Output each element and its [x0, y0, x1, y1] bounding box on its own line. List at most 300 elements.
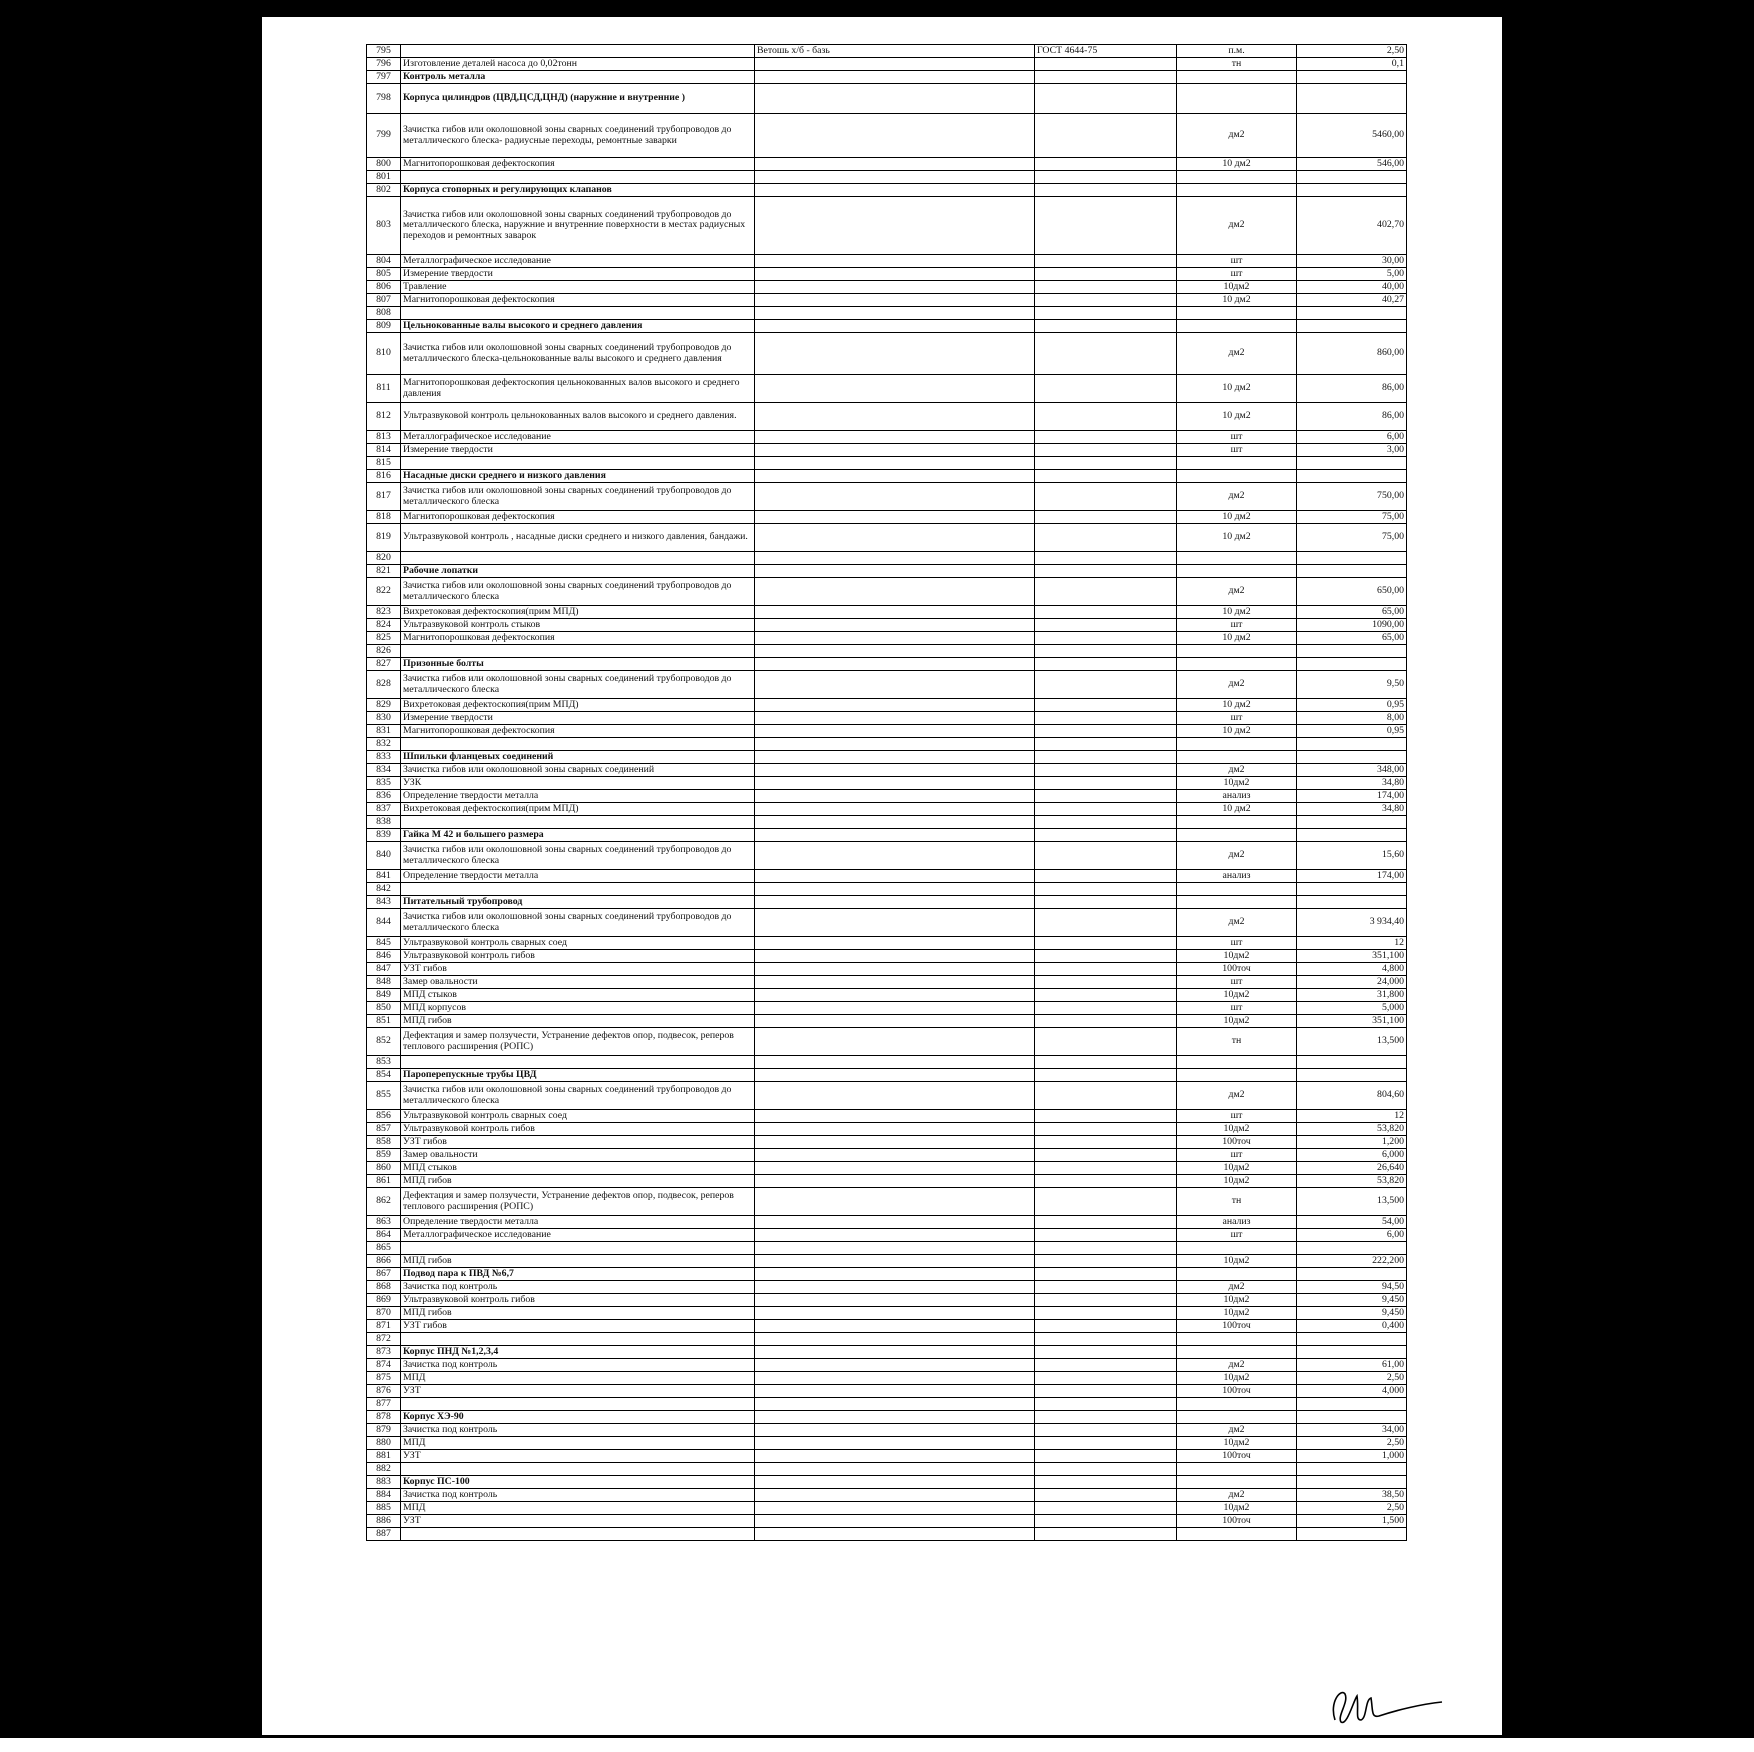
standard-cell	[1035, 1307, 1177, 1320]
material-cell	[755, 1082, 1035, 1110]
quantity-cell: 8,00	[1297, 712, 1407, 725]
unit-cell: дм2	[1177, 764, 1297, 777]
quantity-cell: 650,00	[1297, 578, 1407, 606]
work-name	[401, 552, 755, 565]
table-row	[367, 71, 1407, 84]
unit-cell	[1177, 816, 1297, 829]
unit-cell: шт	[1177, 619, 1297, 632]
unit-cell	[1177, 829, 1297, 842]
standard-cell	[1035, 1463, 1177, 1476]
material-cell	[755, 1123, 1035, 1136]
row-number: 882	[367, 1463, 401, 1476]
work-name: Определение твердости металла	[401, 1216, 755, 1229]
quantity-cell: 860,00	[1297, 333, 1407, 375]
table-row	[367, 937, 1407, 950]
unit-cell: дм2	[1177, 842, 1297, 870]
unit-cell	[1177, 1242, 1297, 1255]
standard-cell	[1035, 842, 1177, 870]
standard-cell	[1035, 803, 1177, 816]
quantity-cell: 6,00	[1297, 1229, 1407, 1242]
unit-cell: 10дм2	[1177, 777, 1297, 790]
row-number: 811	[367, 375, 401, 403]
material-cell	[755, 470, 1035, 483]
standard-cell	[1035, 671, 1177, 699]
table-row	[367, 790, 1407, 803]
material-cell	[755, 712, 1035, 725]
quantity-cell	[1297, 1463, 1407, 1476]
table-row	[367, 1188, 1407, 1216]
unit-cell	[1177, 171, 1297, 184]
material-cell	[755, 1333, 1035, 1346]
unit-cell	[1177, 320, 1297, 333]
quantity-cell: 6,00	[1297, 431, 1407, 444]
table-row	[367, 883, 1407, 896]
work-name: Ультразвуковой контроль , насадные диски среднего и низкого давления, бандажи.	[401, 524, 755, 552]
material-cell	[755, 457, 1035, 470]
standard-cell	[1035, 950, 1177, 963]
table-row	[367, 470, 1407, 483]
work-name: Зачистка под контроль	[401, 1281, 755, 1294]
quantity-cell	[1297, 1411, 1407, 1424]
row-number: 822	[367, 578, 401, 606]
work-name	[401, 883, 755, 896]
standard-cell	[1035, 58, 1177, 71]
row-number: 813	[367, 431, 401, 444]
unit-cell: дм2	[1177, 197, 1297, 255]
work-name: Питательный трубопровод	[401, 896, 755, 909]
unit-cell: дм2	[1177, 909, 1297, 937]
row-number: 809	[367, 320, 401, 333]
quantity-cell	[1297, 1476, 1407, 1489]
row-number: 844	[367, 909, 401, 937]
row-number: 859	[367, 1149, 401, 1162]
standard-cell	[1035, 1489, 1177, 1502]
work-name: Зачистка под контроль	[401, 1424, 755, 1437]
work-name: Магнитопорошковая дефектоскопия	[401, 725, 755, 738]
table-row	[367, 1515, 1407, 1528]
material-cell	[755, 1149, 1035, 1162]
unit-cell: 10дм2	[1177, 281, 1297, 294]
material-cell	[755, 738, 1035, 751]
unit-cell: шт	[1177, 431, 1297, 444]
work-name: Ультразвуковой контроль гибов	[401, 950, 755, 963]
table-row	[367, 1175, 1407, 1188]
standard-cell	[1035, 606, 1177, 619]
standard-cell	[1035, 1082, 1177, 1110]
work-name: Дефектация и замер ползучести, Устранение дефектов опор, подвесок, реперов теплового расширения (РОПС)	[401, 1028, 755, 1056]
table-row	[367, 294, 1407, 307]
standard-cell	[1035, 307, 1177, 320]
quantity-cell: 174,00	[1297, 790, 1407, 803]
standard-cell	[1035, 1424, 1177, 1437]
table-row	[367, 658, 1407, 671]
material-cell	[755, 1307, 1035, 1320]
work-name: Ультразвуковой контроль гибов	[401, 1294, 755, 1307]
quantity-cell: 12	[1297, 937, 1407, 950]
material-cell	[755, 896, 1035, 909]
material-cell	[755, 1372, 1035, 1385]
standard-cell	[1035, 1294, 1177, 1307]
standard-cell	[1035, 578, 1177, 606]
quantity-cell: 1090,00	[1297, 619, 1407, 632]
unit-cell	[1177, 1069, 1297, 1082]
work-name: Насадные диски среднего и низкого давления	[401, 470, 755, 483]
work-name: Зачистка гибов или околошовной зоны сварных соединений трубопроводов до металлического блеска	[401, 909, 755, 937]
table-row	[367, 375, 1407, 403]
quantity-cell: 5,000	[1297, 1002, 1407, 1015]
work-name	[401, 1333, 755, 1346]
row-number: 808	[367, 307, 401, 320]
work-name: Контроль металла	[401, 71, 755, 84]
unit-cell: 10 дм2	[1177, 375, 1297, 403]
material-cell	[755, 777, 1035, 790]
quantity-cell	[1297, 320, 1407, 333]
row-number: 839	[367, 829, 401, 842]
work-name: Определение твердости металла	[401, 790, 755, 803]
unit-cell: 10 дм2	[1177, 725, 1297, 738]
quantity-cell	[1297, 1242, 1407, 1255]
standard-cell	[1035, 375, 1177, 403]
quantity-cell	[1297, 1268, 1407, 1281]
table-row	[367, 1476, 1407, 1489]
unit-cell: дм2	[1177, 114, 1297, 158]
quantity-cell: 804,60	[1297, 1082, 1407, 1110]
unit-cell: 10дм2	[1177, 1502, 1297, 1515]
row-number: 824	[367, 619, 401, 632]
material-cell	[755, 1502, 1035, 1515]
row-number: 887	[367, 1528, 401, 1541]
standard-cell	[1035, 1056, 1177, 1069]
table-row	[367, 84, 1407, 114]
work-name: МПД корпусов	[401, 1002, 755, 1015]
unit-cell: анализ	[1177, 870, 1297, 883]
work-name: Зачистка гибов или околошовной зоны сварных соединений	[401, 764, 755, 777]
standard-cell	[1035, 431, 1177, 444]
table-row	[367, 1385, 1407, 1398]
unit-cell: 100точ	[1177, 963, 1297, 976]
row-number: 885	[367, 1502, 401, 1515]
material-cell	[755, 431, 1035, 444]
row-number: 800	[367, 158, 401, 171]
material-cell	[755, 1002, 1035, 1015]
table-row	[367, 777, 1407, 790]
table-row	[367, 281, 1407, 294]
table-row	[367, 803, 1407, 816]
quantity-cell: 24,000	[1297, 976, 1407, 989]
quantity-cell: 13,500	[1297, 1188, 1407, 1216]
standard-cell	[1035, 524, 1177, 552]
material-cell	[755, 1242, 1035, 1255]
row-number: 818	[367, 511, 401, 524]
table-row	[367, 870, 1407, 883]
unit-cell: 100точ	[1177, 1450, 1297, 1463]
quantity-cell	[1297, 184, 1407, 197]
quantity-cell	[1297, 816, 1407, 829]
work-name: Корпус ПНД №1,2,3,4	[401, 1346, 755, 1359]
work-name: Магнитопорошковая дефектоскопия	[401, 511, 755, 524]
quantity-cell	[1297, 84, 1407, 114]
work-name: Подвод пара к ПВД №6,7	[401, 1268, 755, 1281]
unit-cell	[1177, 1268, 1297, 1281]
standard-cell	[1035, 1385, 1177, 1398]
material-cell	[755, 320, 1035, 333]
standard-cell	[1035, 171, 1177, 184]
standard-cell	[1035, 1502, 1177, 1515]
quantity-cell	[1297, 470, 1407, 483]
work-name: УЗТ гибов	[401, 1136, 755, 1149]
work-name	[401, 1398, 755, 1411]
unit-cell: анализ	[1177, 790, 1297, 803]
unit-cell	[1177, 645, 1297, 658]
row-number: 820	[367, 552, 401, 565]
row-number: 875	[367, 1372, 401, 1385]
standard-cell	[1035, 870, 1177, 883]
material-cell	[755, 1489, 1035, 1502]
table-row	[367, 1123, 1407, 1136]
table-row	[367, 457, 1407, 470]
unit-cell: дм2	[1177, 1082, 1297, 1110]
unit-cell	[1177, 457, 1297, 470]
signature-image	[1327, 1682, 1447, 1727]
table-row	[367, 950, 1407, 963]
row-number: 795	[367, 45, 401, 58]
standard-cell	[1035, 937, 1177, 950]
row-number: 842	[367, 883, 401, 896]
material-cell	[755, 937, 1035, 950]
work-name	[401, 45, 755, 58]
row-number: 835	[367, 777, 401, 790]
standard-cell	[1035, 1069, 1177, 1082]
unit-cell: дм2	[1177, 333, 1297, 375]
table-row	[367, 1294, 1407, 1307]
quantity-cell: 0,95	[1297, 699, 1407, 712]
table-row	[367, 1333, 1407, 1346]
standard-cell	[1035, 511, 1177, 524]
work-name: МПД	[401, 1502, 755, 1515]
row-number: 805	[367, 268, 401, 281]
table-row	[367, 431, 1407, 444]
standard-cell	[1035, 158, 1177, 171]
unit-cell: дм2	[1177, 1489, 1297, 1502]
work-name: Вихретоковая дефектоскопия(прим МПД)	[401, 803, 755, 816]
row-number: 871	[367, 1320, 401, 1333]
work-name: Гайка М 42 и большего размера	[401, 829, 755, 842]
table-row	[367, 158, 1407, 171]
standard-cell	[1035, 1162, 1177, 1175]
unit-cell	[1177, 883, 1297, 896]
row-number: 831	[367, 725, 401, 738]
material-cell	[755, 1255, 1035, 1268]
work-name	[401, 457, 755, 470]
unit-cell: дм2	[1177, 578, 1297, 606]
material-cell	[755, 751, 1035, 764]
row-number: 852	[367, 1028, 401, 1056]
material-cell	[755, 699, 1035, 712]
table-row	[367, 58, 1407, 71]
unit-cell: шт	[1177, 1229, 1297, 1242]
table-row	[367, 632, 1407, 645]
table-row	[367, 184, 1407, 197]
quantity-cell: 12	[1297, 1110, 1407, 1123]
quantity-cell: 6,000	[1297, 1149, 1407, 1162]
table-row	[367, 524, 1407, 552]
work-name: МПД стыков	[401, 1162, 755, 1175]
material-cell	[755, 1229, 1035, 1242]
standard-cell	[1035, 1216, 1177, 1229]
quantity-cell: 9,450	[1297, 1294, 1407, 1307]
unit-cell: 10дм2	[1177, 1307, 1297, 1320]
work-name: Шпильки фланцевых соединений	[401, 751, 755, 764]
standard-cell	[1035, 976, 1177, 989]
standard-cell	[1035, 699, 1177, 712]
work-name	[401, 307, 755, 320]
material-cell	[755, 1162, 1035, 1175]
standard-cell	[1035, 658, 1177, 671]
quantity-cell: 1,500	[1297, 1515, 1407, 1528]
quantity-cell: 9,450	[1297, 1307, 1407, 1320]
row-number: 815	[367, 457, 401, 470]
quantity-cell: 3,00	[1297, 444, 1407, 457]
table-row	[367, 1502, 1407, 1515]
unit-cell: 10дм2	[1177, 950, 1297, 963]
standard-cell	[1035, 632, 1177, 645]
material-cell	[755, 1136, 1035, 1149]
row-number: 854	[367, 1069, 401, 1082]
row-number: 834	[367, 764, 401, 777]
unit-cell	[1177, 184, 1297, 197]
table-row	[367, 699, 1407, 712]
row-number: 801	[367, 171, 401, 184]
row-number: 862	[367, 1188, 401, 1216]
work-name	[401, 171, 755, 184]
quantity-cell: 222,200	[1297, 1255, 1407, 1268]
standard-cell	[1035, 712, 1177, 725]
standard-cell	[1035, 725, 1177, 738]
quantity-cell: 348,00	[1297, 764, 1407, 777]
material-cell	[755, 803, 1035, 816]
table-row	[367, 963, 1407, 976]
unit-cell: 10 дм2	[1177, 403, 1297, 431]
standard-cell	[1035, 1028, 1177, 1056]
table-body	[367, 45, 1407, 1541]
quantity-cell	[1297, 457, 1407, 470]
table-row	[367, 552, 1407, 565]
work-name: Замер овальности	[401, 976, 755, 989]
table-row	[367, 1069, 1407, 1082]
table-row	[367, 1281, 1407, 1294]
row-number: 836	[367, 790, 401, 803]
standard-cell	[1035, 1359, 1177, 1372]
row-number: 868	[367, 1281, 401, 1294]
unit-cell: дм2	[1177, 1424, 1297, 1437]
row-number: 817	[367, 483, 401, 511]
standard-cell	[1035, 1476, 1177, 1489]
row-number: 857	[367, 1123, 401, 1136]
material-cell	[755, 1294, 1035, 1307]
row-number: 806	[367, 281, 401, 294]
quantity-cell: 2,50	[1297, 1372, 1407, 1385]
material-cell	[755, 171, 1035, 184]
quantity-cell: 86,00	[1297, 403, 1407, 431]
row-number: 870	[367, 1307, 401, 1320]
table-row	[367, 671, 1407, 699]
row-number: 833	[367, 751, 401, 764]
table-row	[367, 738, 1407, 751]
row-number: 810	[367, 333, 401, 375]
row-number: 877	[367, 1398, 401, 1411]
table-row	[367, 1229, 1407, 1242]
table-row	[367, 1136, 1407, 1149]
table-row	[367, 1359, 1407, 1372]
unit-cell: 10дм2	[1177, 1175, 1297, 1188]
material-cell	[755, 524, 1035, 552]
table-row	[367, 619, 1407, 632]
material-cell	[755, 1450, 1035, 1463]
table-row	[367, 578, 1407, 606]
standard-cell	[1035, 764, 1177, 777]
table-row	[367, 320, 1407, 333]
quantity-cell: 61,00	[1297, 1359, 1407, 1372]
quantity-cell: 2,50	[1297, 1437, 1407, 1450]
work-name: Зачистка гибов или околошовной зоны сварных соединений трубопроводов до металлического блеска-цельнокованные валы высокого и среднего давления	[401, 333, 755, 375]
quantity-cell	[1297, 1069, 1407, 1082]
material-cell	[755, 578, 1035, 606]
material-cell	[755, 483, 1035, 511]
standard-cell	[1035, 320, 1177, 333]
row-number: 867	[367, 1268, 401, 1281]
unit-cell: 10 дм2	[1177, 511, 1297, 524]
quantity-cell	[1297, 71, 1407, 84]
unit-cell: 10дм2	[1177, 1162, 1297, 1175]
work-name: Корпус ПС-100	[401, 1476, 755, 1489]
work-name	[401, 1056, 755, 1069]
table-row	[367, 1489, 1407, 1502]
work-name: Магнитопорошковая дефектоскопия	[401, 294, 755, 307]
material-cell	[755, 281, 1035, 294]
material-cell	[755, 829, 1035, 842]
work-name: УЗТ	[401, 1385, 755, 1398]
work-name: Зачистка под контроль	[401, 1359, 755, 1372]
standard-cell	[1035, 281, 1177, 294]
material-cell	[755, 1463, 1035, 1476]
quantity-cell: 40,00	[1297, 281, 1407, 294]
row-number: 878	[367, 1411, 401, 1424]
table-row	[367, 976, 1407, 989]
quantity-cell: 13,500	[1297, 1028, 1407, 1056]
table-row	[367, 1216, 1407, 1229]
work-name: Ультразвуковой контроль сварных соед	[401, 937, 755, 950]
standard-cell	[1035, 1149, 1177, 1162]
row-number: 869	[367, 1294, 401, 1307]
work-name: Ультразвуковой контроль гибов	[401, 1123, 755, 1136]
row-number: 864	[367, 1229, 401, 1242]
standard-cell	[1035, 1333, 1177, 1346]
table-row	[367, 197, 1407, 255]
quantity-cell: 2,50	[1297, 1502, 1407, 1515]
work-name: Измерение твердости	[401, 712, 755, 725]
row-number: 849	[367, 989, 401, 1002]
material-cell	[755, 1411, 1035, 1424]
work-name	[401, 738, 755, 751]
work-name: Цельнокованные валы высокого и среднего давления	[401, 320, 755, 333]
material-cell	[755, 1069, 1035, 1082]
table-row	[367, 606, 1407, 619]
row-number: 851	[367, 1015, 401, 1028]
table-row	[367, 483, 1407, 511]
quantity-cell: 351,100	[1297, 1015, 1407, 1028]
table-row	[367, 1346, 1407, 1359]
unit-cell	[1177, 1411, 1297, 1424]
